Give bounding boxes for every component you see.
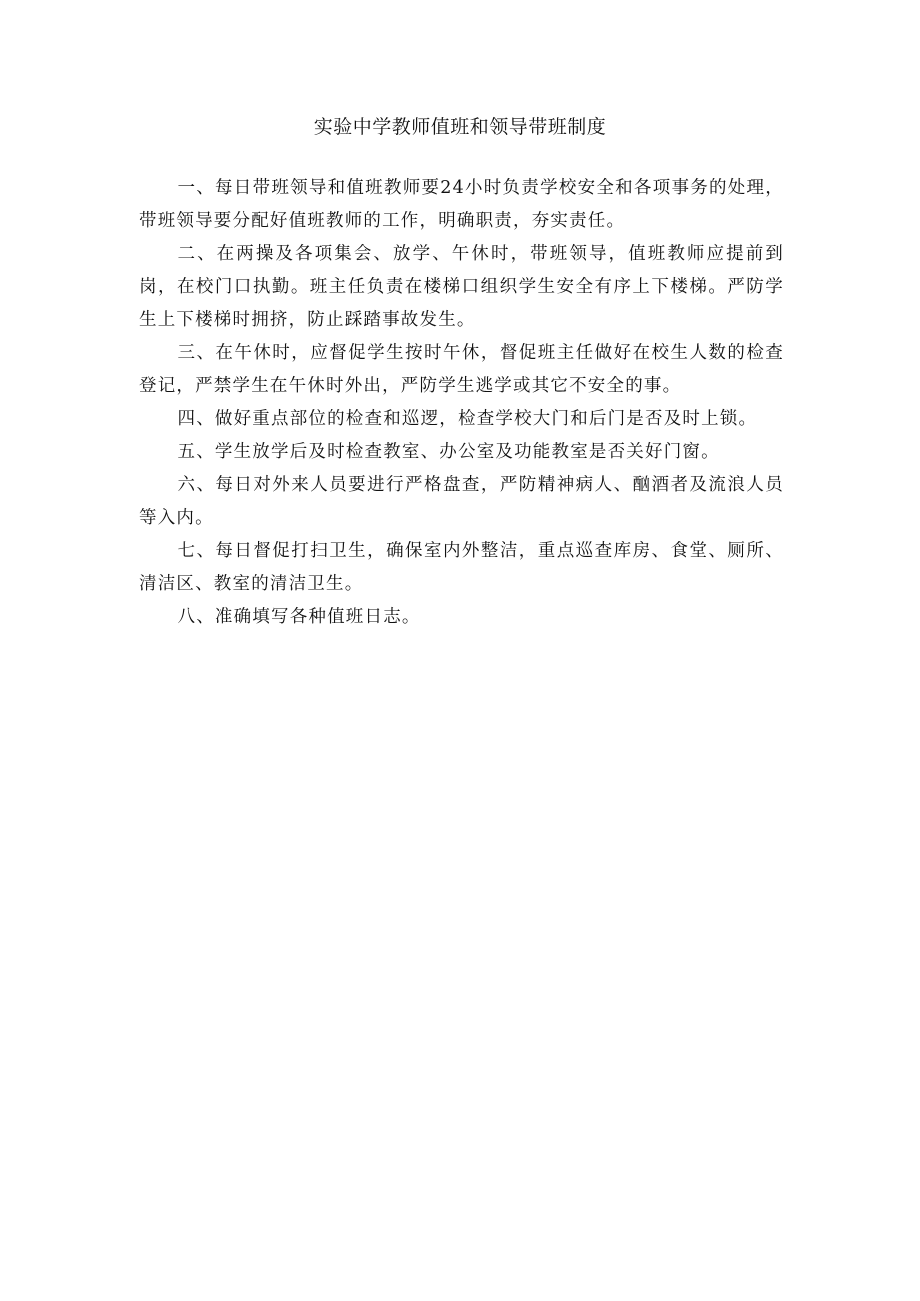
paragraph-4: 四、做好重点部位的检查和巡逻，检查学校大门和后门是否及时上锁。	[177, 409, 758, 429]
document-body	[139, 172, 784, 634]
paragraph-5: 五、学生放学后及时检查教室、办公室及功能教室是否关好门窗。	[177, 442, 720, 462]
paragraph-6: 六、每日对外来人员要进行严格盘查，严防精神病人、酗酒者及流浪人员等入内。	[139, 475, 784, 528]
paragraph-3: 三、在午休时，应督促学生按时午休，督促班主任做好在校生人数的检查登记，严禁学生在午休时外出，严防学生逃学或其它不安全的事。	[139, 343, 784, 396]
paragraph-1: 一、每日带班领导和值班教师要24小时负责学校安全和各项事务的处理，带班领导要分配好值班教师的工作，明确职责，夯实责任。	[139, 178, 784, 231]
paragraph-8: 八、准确填写各种值班日志。	[177, 607, 421, 627]
paragraph-2: 二、在两操及各项集会、放学、午休时，带班领导，值班教师应提前到岗，在校门口执勤。班主任负责在楼梯口组织学生安全有序上下楼梯。严防学生上下楼梯时拥挤，防止踩踏事故发生。	[139, 244, 784, 330]
document-title: 实验中学教师值班和领导带班制度	[313, 116, 607, 138]
paragraph-7: 七、每日督促打扫卫生，确保室内外整洁，重点巡查库房、食堂、厕所、清洁区、教室的清洁卫生。	[139, 541, 784, 594]
